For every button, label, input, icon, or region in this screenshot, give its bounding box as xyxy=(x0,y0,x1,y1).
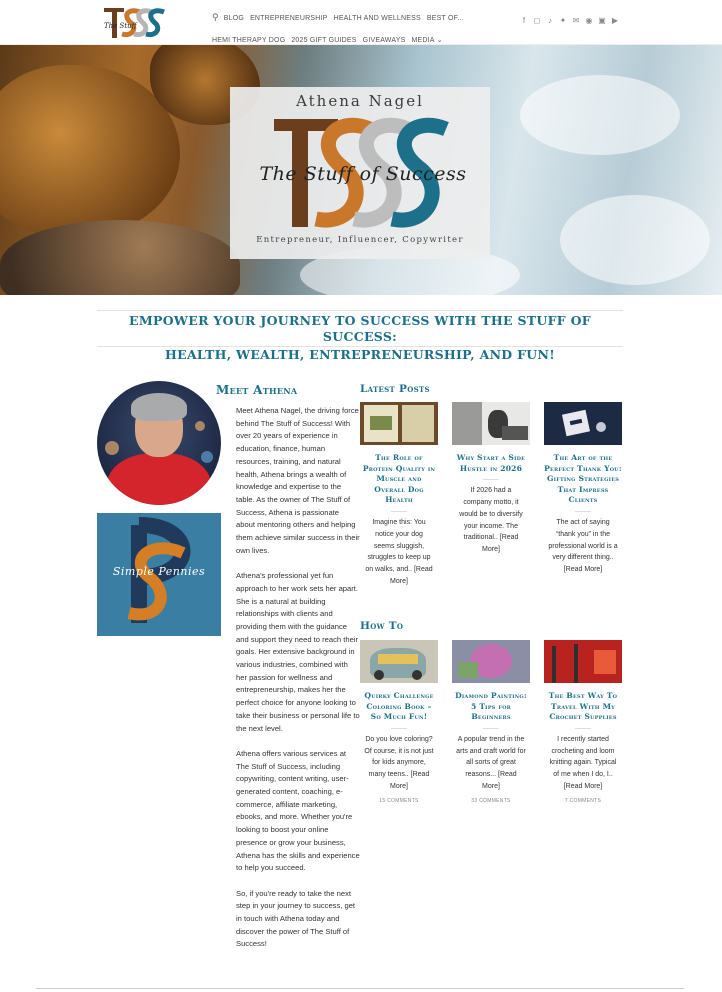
divider xyxy=(575,511,591,512)
thumb-shape xyxy=(412,670,422,680)
post-excerpt: If 2026 had a company motto, it would be to diversify your income. The traditional.. [Read More] xyxy=(459,487,523,554)
hero-banner xyxy=(0,45,722,295)
footer-divider xyxy=(36,988,684,989)
bokeh-light xyxy=(195,421,205,431)
hero-foam xyxy=(520,75,680,155)
banner-line-2: HEALTH, WEALTH, ENTREPRENEURSHIP, AND FUN! xyxy=(165,347,555,362)
hero-script: The Stuff of Success xyxy=(259,163,467,185)
post-thumbnail[interactable] xyxy=(360,640,438,683)
search-icon[interactable]: ⚲ xyxy=(212,12,219,22)
chevron-down-icon: ⌄ xyxy=(436,37,443,44)
bokeh-light xyxy=(201,451,213,463)
comment-count[interactable]: 7 COMMENTS xyxy=(564,797,602,804)
hero-tagline: Entrepreneur, Influencer, Copywriter xyxy=(256,235,464,245)
avatar xyxy=(97,381,221,505)
site-header xyxy=(0,0,722,45)
meet-body xyxy=(236,405,360,964)
post-thumbnail[interactable] xyxy=(360,402,438,445)
post-card[interactable] xyxy=(544,402,622,576)
post-excerpt: Imagine this: You notice your dog seems sluggish, struggles to keep up on walks, and.. [Read More] xyxy=(365,518,433,585)
nav-giveaways[interactable]: GIVEAWAYS xyxy=(362,37,406,44)
divider xyxy=(575,728,591,729)
site-logo[interactable] xyxy=(100,4,170,42)
post-thumbnail[interactable] xyxy=(544,640,622,683)
divider xyxy=(391,728,407,729)
nav-entrepreneurship[interactable]: ENTREPRENEURSHIP xyxy=(250,15,328,22)
comment-count[interactable]: 33 COMMENTS xyxy=(471,797,511,804)
thumb-shape xyxy=(374,670,384,680)
post-card[interactable] xyxy=(360,640,438,804)
email-icon[interactable]: ✉ xyxy=(572,16,580,25)
meet-paragraph: Athena offers various services at The Stuff of Success, including copywriting, content writing, user-generated content, coaching, e-commerce, affiliate marketing, ebooks, and more. Whether you're looking to boost your online presence or grow your business, Athena has the skills and experience to help you succeed. xyxy=(236,748,360,873)
thumb-shape xyxy=(458,662,478,678)
post-card[interactable] xyxy=(452,640,530,804)
hero-logo-card xyxy=(230,87,490,259)
thumb-shape xyxy=(452,402,482,445)
how-to-title: How To xyxy=(360,620,404,632)
post-thumbnail[interactable] xyxy=(544,402,622,445)
avatar-hair xyxy=(131,393,187,421)
post-title[interactable]: Quirky Challenge Coloring Book – So Much Fun! xyxy=(364,691,434,722)
post-title[interactable]: Diamond Painting: 5 Tips for Beginners xyxy=(455,691,527,722)
divider xyxy=(391,511,407,512)
thumb-shape xyxy=(596,422,606,432)
thumb-shape xyxy=(402,405,434,442)
nav-best-of[interactable]: BEST OF... xyxy=(426,15,464,22)
meet-paragraph: Meet Athena Nagel, the driving force behind The Stuff of Success! With over 20 years of experience in education, finance, human resources, training, and natural health, Athena brings a wealth of knowledge and expertise to the table. As the owner of The Stuff of Success, Athena is passionate about mentoring others and helping them achieve similar success in their own lives. xyxy=(236,406,360,555)
post-card[interactable] xyxy=(544,640,622,804)
post-excerpt: A popular trend in the arts and craft world for all sorts of great reasons... [Read More] xyxy=(456,735,526,790)
nav-gift-guides[interactable]: 2025 GIFT GUIDES xyxy=(291,37,357,44)
mission-banner xyxy=(97,310,623,362)
linkedin-icon[interactable]: ▣ xyxy=(598,16,606,25)
hero-name: Athena Nagel xyxy=(296,92,424,110)
simple-pennies-badge[interactable] xyxy=(97,513,221,636)
thumb-shape xyxy=(370,416,392,430)
post-excerpt: I recently started crocheting and loom knitting again. Typical of me when I do, I.. [Read More] xyxy=(549,735,617,790)
post-thumbnail[interactable] xyxy=(452,402,530,445)
post-excerpt: Do you love coloring? Of course, it is not just for kids anymore, many teens.. [Read More] xyxy=(364,735,434,790)
hero-foam xyxy=(560,195,710,285)
meet-paragraph: So, if you're ready to take the next step in your journey to success, get in touch with Athena today and discover the power of The Stuff of Success! xyxy=(236,888,356,949)
post-title[interactable]: Why Start a Side Hustle in 2026 xyxy=(456,453,526,473)
meet-title: Meet Athena xyxy=(216,383,298,397)
post-title[interactable]: The Best Way To Travel With My Crochet Supplies xyxy=(548,691,618,722)
meet-paragraph: Athena's professional yet fun approach to her work sets her apart. She is a natural at building relationships with clients and providing them with the guidance and support they need to reach their goals. Her extensive background in various industries, combined with her passion for wellness and entrepreneurship, makes her the perfect choice for anyone looking to take their business or personal life to the next level. xyxy=(236,571,360,733)
nav-hemi-therapy-dog[interactable]: HEMI THERAPY DOG xyxy=(212,37,286,44)
pinterest-icon[interactable]: ◉ xyxy=(585,16,593,25)
social-links xyxy=(520,16,619,25)
avatar-shirt xyxy=(107,453,211,505)
nav-blog[interactable]: BLOG xyxy=(223,15,245,22)
bokeh-light xyxy=(105,441,119,455)
post-excerpt: The act of saying “thank you” in the professional world is a very different thing.. [Read More] xyxy=(548,518,618,574)
divider xyxy=(483,479,499,480)
thumb-shape xyxy=(378,654,418,664)
nav-media-label: MEDIA xyxy=(411,37,435,44)
post-card[interactable] xyxy=(360,402,438,588)
post-card[interactable] xyxy=(452,402,530,556)
thumb-shape xyxy=(594,650,616,674)
post-thumbnail[interactable] xyxy=(452,640,530,683)
banner-line-1: EMPOWER YOUR JOURNEY TO SUCCESS WITH THE STUFF OF SUCCESS: xyxy=(129,313,591,344)
post-title[interactable]: The Role of Protein Quality in Muscle and Overall Dog Health xyxy=(362,453,436,505)
divider xyxy=(483,728,499,729)
comment-count[interactable]: 15 COMMENTS xyxy=(379,797,419,804)
thumb-shape xyxy=(552,646,556,683)
post-title[interactable]: The Art of the Perfect Thank You: Gifting Strategies That Impress Clients xyxy=(544,453,622,505)
twitter-icon[interactable]: ✦ xyxy=(559,16,567,25)
thumb-shape xyxy=(574,644,578,683)
latest-posts-title: Latest Posts xyxy=(360,383,430,395)
tiktok-icon[interactable]: ♪ xyxy=(548,16,552,25)
youtube-icon[interactable]: ▶ xyxy=(611,16,619,25)
badge-text: Simple Pennies xyxy=(112,565,206,578)
instagram-icon[interactable]: ◻ xyxy=(533,16,541,25)
thumb-shape xyxy=(502,426,528,440)
nav-health-wellness[interactable]: HEALTH AND WELLNESS xyxy=(333,15,421,22)
facebook-icon[interactable]: f xyxy=(522,16,526,25)
svg-text:The Stuff: The Stuff xyxy=(104,22,137,30)
